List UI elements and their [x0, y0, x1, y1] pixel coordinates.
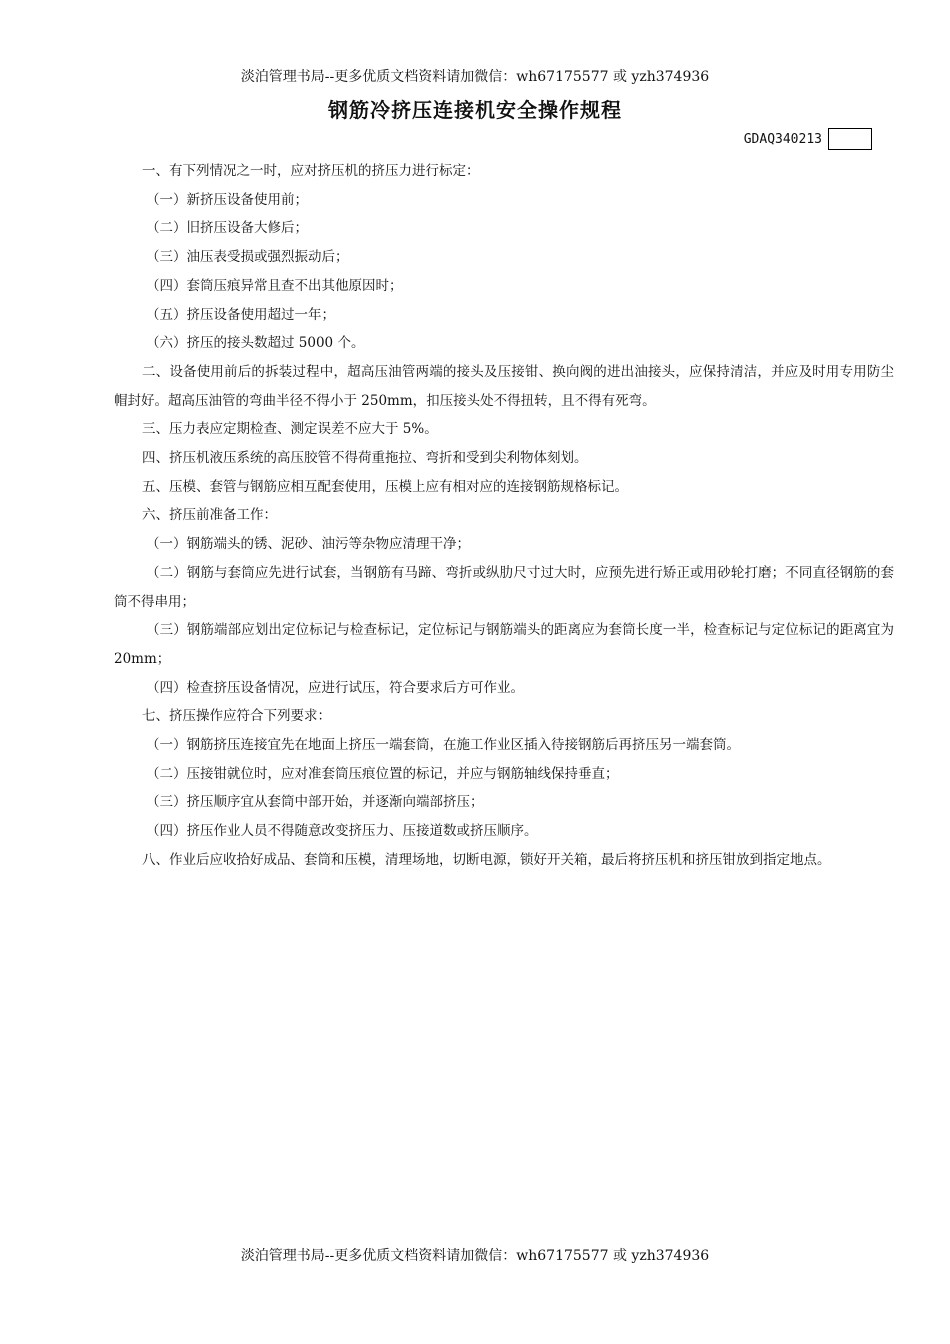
- paragraph-15: （三）钢筋端部应划出定位标记与检查标记，定位标记与钢筋端头的距离应为套筒长度一半，检查标记与定位标记的距离宜为 20mm；: [114, 622, 894, 667]
- paragraph-21: （四）挤压作业人员不得随意改变挤压力、压接道数或挤压顺序。: [146, 823, 538, 840]
- paragraph-7: （六）挤压的接头数超过 5000 个。: [146, 335, 365, 352]
- paragraph-14: （二）钢筋与套筒应先进行试套，当钢筋有马蹄、弯折或纵肋尺寸过大时，应预先进行矫正或用砂轮打磨；不同直径钢筋的套筒不得串用；: [114, 564, 894, 610]
- paragraph-18: （一）钢筋挤压连接宜先在地面上挤压一端套筒，在施工作业区插入待接钢筋后再挤压另一端套筒。: [146, 737, 740, 754]
- paragraph-13: （一）钢筋端头的锈、泥砂、油污等杂物应清理干净；: [146, 536, 470, 553]
- paragraph-17: 七、挤压操作应符合下列要求：: [142, 708, 331, 725]
- paragraph-1: 一、有下列情况之一时，应对挤压机的挤压力进行标定：: [142, 163, 480, 179]
- paragraph-4: （三）油压表受损或强烈振动后；: [146, 249, 349, 266]
- paragraph-16: （四）检查挤压设备情况，应进行试压，符合要求后方可作业。: [146, 679, 524, 696]
- paragraph-10: 四、挤压机液压系统的高压胶管不得荷重拖拉、弯折和受到尖利物体刻划。: [142, 450, 588, 467]
- paragraph-12: 六、挤压前准备工作：: [142, 507, 277, 524]
- paragraph-5: （四）套筒压痕异常且查不出其他原因时；: [146, 277, 403, 294]
- paragraph-19: （二）压接钳就位时，应对准套筒压痕位置的标记，并应与钢筋轴线保持垂直；: [146, 765, 619, 782]
- paragraph-2: （一）新挤压设备使用前；: [146, 191, 308, 208]
- header-watermark-note: 淡泊管理书局--更多优质文档资料请加微信：wh67175577 或 yzh374936: [240, 69, 710, 85]
- paragraph-22: 八、作业后应收拾好成品、套筒和压模，清理场地，切断电源，锁好开关箱，最后将挤压机和挤压钳放到指定地点。: [142, 851, 831, 868]
- paragraph-11: 五、压模、套管与钢筋应相互配套使用，压模上应有相对应的连接钢筋规格标记。: [142, 478, 628, 495]
- document-title: 钢筋冷挤压连接机安全操作规程: [328, 98, 622, 122]
- paragraph-9: 三、压力表应定期检查、测定误差不应大于 5%。: [142, 421, 438, 438]
- document-code-row: [744, 128, 872, 150]
- document-code-box: [828, 128, 872, 150]
- paragraph-3: （二）旧挤压设备大修后；: [146, 220, 308, 237]
- paragraph-8: 二、设备使用前后的拆装过程中，超高压油管两端的接头及压接钳、换向阀的进出油接头，应保持清洁，并应及时用专用防尘帽封好。超高压油管的弯曲半径不得小于 250mm，扣压接头处不得扭转，且不得有死弯。: [114, 363, 894, 409]
- paragraph-6: （五）挤压设备使用超过一年；: [146, 306, 335, 323]
- document-body: [114, 157, 894, 875]
- document-code: GDAQ340213: [743, 131, 822, 147]
- paragraph-20: （三）挤压顺序宜从套筒中部开始，并逐渐向端部挤压；: [146, 794, 484, 811]
- footer-watermark-note: 淡泊管理书局--更多优质文档资料请加微信：wh67175577 或 yzh374936: [240, 1248, 710, 1264]
